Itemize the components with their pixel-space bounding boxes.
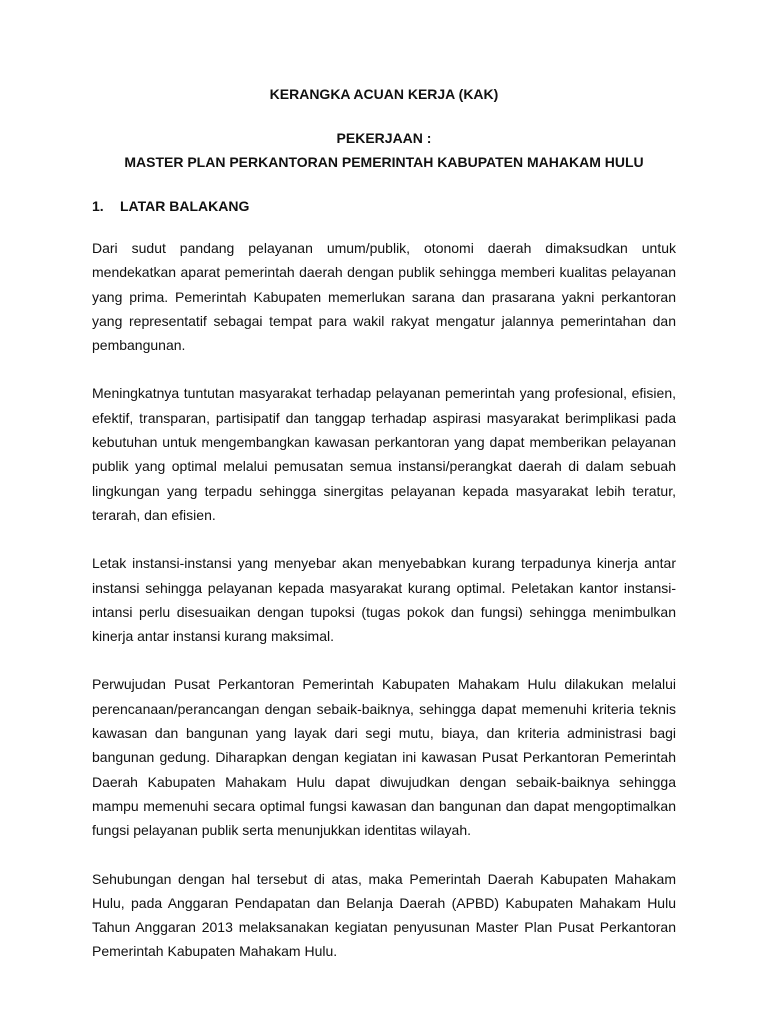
document-subtitle: MASTER PLAN PERKANTORAN PEMERINTAH KABUPATEN MAHAKAM HULU: [124, 154, 644, 170]
section-heading-text: LATAR BALAKANG: [120, 198, 250, 214]
paragraph-1: Dari sudut pandang pelayanan umum/publik, otonomi daerah dimaksudkan untuk mendekatkan aparat pemerintah daerah dengan publik sehingga memberi kualitas pelayanan yang prima. Pemerintah Kabupaten memerlukan sarana dan prasarana yakni perkantoran yang representatif sebagai tempat para wakil rakyat mengatur jalannya pemerintahan dan pembangunan.: [92, 240, 676, 354]
paragraph-2: Meningkatnya tuntutan masyarakat terhadap pelayanan pemerintah yang profesional, efisien, efektif, transparan, partisipatif dan tanggap terhadap aspirasi masyarakat berimplikasi pada kebutuhan untuk mengembangkan kawasan perkantoran yang dapat memberikan pelayanan publik yang optimal melalui pemusatan semua instansi/perangkat daerah di dalam sebuah lingkungan yang terpadu sehingga sinergitas pelayanan kepada masyarakat lebih teratur, terarah, dan efisien.: [92, 385, 676, 523]
paragraph-5: Sehubungan dengan hal tersebut di atas, maka Pemerintah Daerah Kabupaten Mahakam Hulu, pada Anggaran Pendapatan dan Belanja Daerah (APBD) Kabupaten Mahakam Hulu Tahun Anggaran 2013 melaksanakan kegiatan penyusunan Master Plan Pusat Perkantoran Pemerintah Kabupaten Mahakam Hulu.: [92, 870, 676, 960]
section-heading: [92, 198, 676, 214]
document-page: [92, 86, 676, 988]
paragraph-3: Letak instansi-instansi yang menyebar akan menyebabkan kurang terpadunya kinerja antar instansi sehingga pelayanan kepada masyarakat kurang optimal. Peletakan kantor instansi-intansi perlu disesuaikan dengan tupoksi (tugas pokok dan fungsi) sehingga menimbulkan kinerja antar instansi kurang maksimal.: [92, 555, 676, 645]
section-number: 1.: [92, 198, 104, 214]
document-subtitle-label: PEKERJAAN :: [336, 130, 432, 146]
paragraph-4: Perwujudan Pusat Perkantoran Pemerintah Kabupaten Mahakam Hulu dilakukan melalui perencanaan/perancangan dengan sebaik-baiknya, sehingga dapat memenuhi kriteria teknis kawasan dan bangunan yang layak dari segi mutu, biaya, dan kriteria administrasi bagi bangunan gedung. Diharapkan dengan kegiatan ini kawasan Pusat Perkantoran Pemerintah Daerah Kabupaten Mahakam Hulu dapat diwujudkan dengan sebaik-baiknya sehingga mampu memenuhi secara optimal fungsi kawasan dan bangunan dan dapat mengoptimalkan fungsi pelayanan publik serta menunjukkan identitas wilayah.: [92, 676, 676, 839]
document-title: KERANGKA ACUAN KERJA (KAK): [269, 86, 499, 102]
